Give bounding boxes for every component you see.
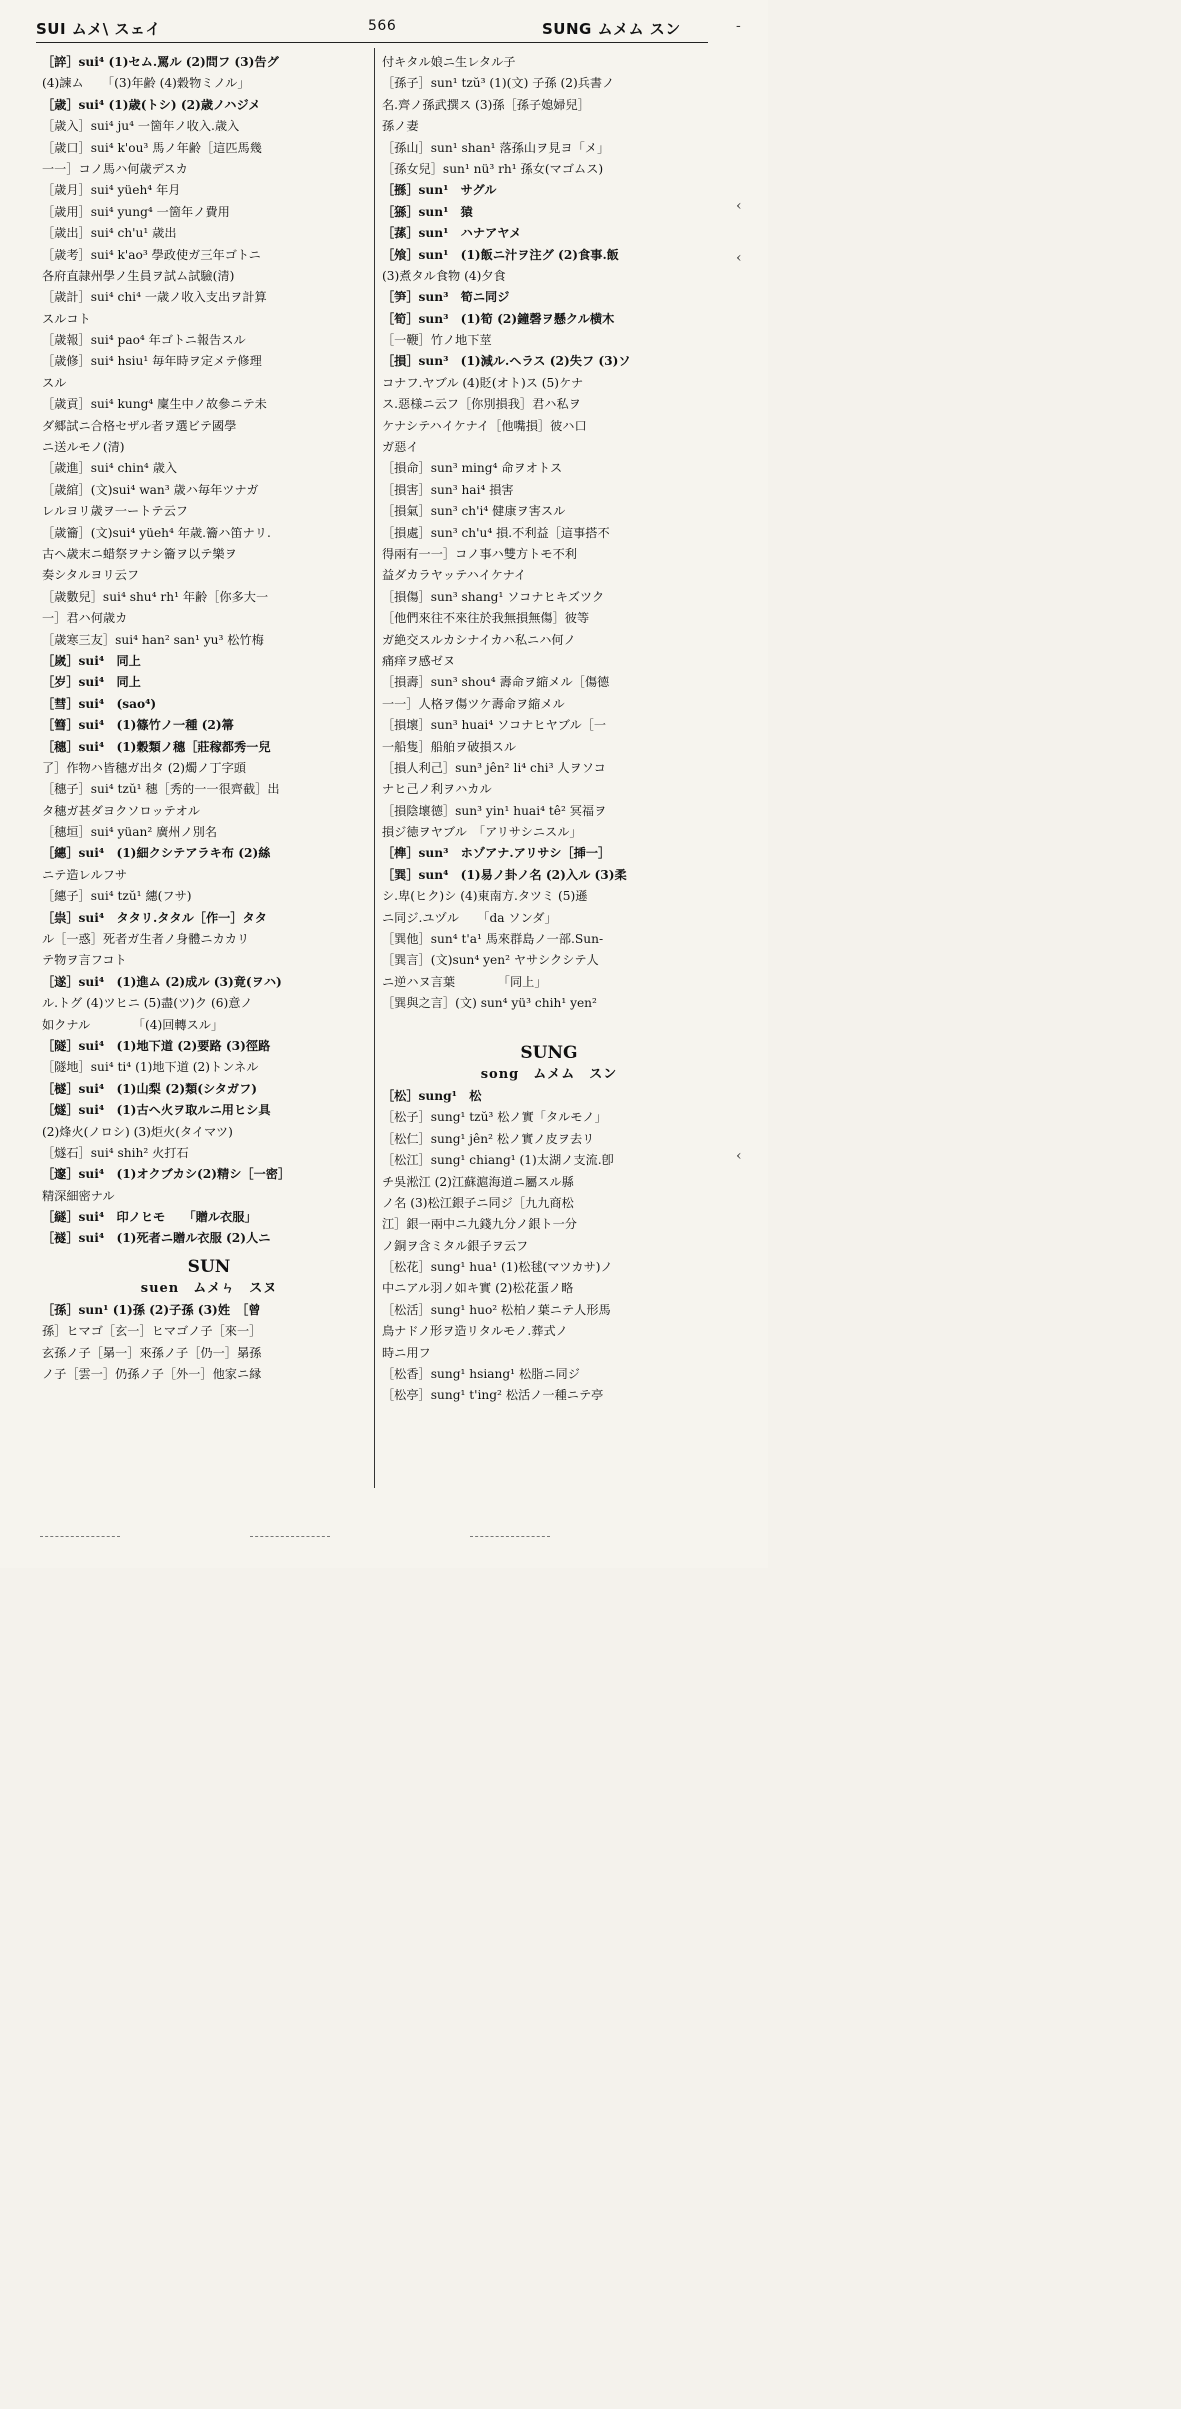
headword-entry-line: ［蓀］sun¹ ハナアヤメ <box>382 226 522 241</box>
headword-entry-line: ［檖］sui⁴ (1)山梨 (2)類(シタガフ) <box>42 1081 258 1096</box>
entry-line: ノ子［雲一］仍孫ノ子［外一］他家ニ縁 <box>42 1367 262 1382</box>
entry-line: ［松江］sung¹ chiang¹ (1)太湖ノ支流.卽 <box>382 1153 614 1168</box>
header-rule <box>36 42 708 43</box>
footer-rule <box>470 1536 550 1537</box>
entry-line: ［巽與之言］(文) sun⁴ yü³ chih¹ yen² <box>382 996 597 1011</box>
entry-line: ノ名 (3)松江銀子ニ同ジ［九九商松 <box>382 1195 574 1210</box>
entry-line: 鳥ナドノ形ヲ造リタルモノ.葬式ノ <box>382 1324 568 1339</box>
headword-entry-line: ［祟］sui⁴ タタリ.タタル［作一］タタ <box>42 910 267 925</box>
headword-entry-line: ［損］sun³ (1)減ル.ヘラス (2)失フ (3)ソ <box>382 354 631 369</box>
entry-line: ［松香］sung¹ hsiang¹ 松脂ニ同ジ <box>382 1367 580 1382</box>
entry-line: ［穗垣］sui⁴ yüan² 廣州ノ別名 <box>42 825 218 840</box>
entry-line: 時ニ用フ <box>382 1345 431 1360</box>
headword-entry-line: ［嵗］sui⁴ 同上 <box>42 653 141 668</box>
entry-line: ［歳口］sui⁴ k'ou³ 馬ノ年齢［這匹馬幾 <box>42 140 262 155</box>
headword-entry-line: ［飧］sun¹ (1)飯ニ汁ヲ注グ (2)食事.飯 <box>382 247 619 262</box>
headword-entry-line: ［松］sung¹ 松 <box>382 1088 482 1103</box>
entry-line: ス.惡様ニ云フ［你別損我］君ハ私ヲ <box>382 397 581 412</box>
entry-line: 玄孫ノ子［晜一］來孫ノ子［仍一］晜孫 <box>42 1345 262 1360</box>
entry-line: 孫］ヒマゴ［玄一］ヒマゴノ子［來一］ <box>42 1324 262 1339</box>
entry-line: 痛痒ヲ感ゼヌ <box>382 653 456 668</box>
entry-line: ［歳計］sui⁴ chi⁴ 一歳ノ收入支出ヲ計算 <box>42 290 267 305</box>
entry-line: ニ送ルモノ(清) <box>42 440 125 455</box>
entry-line: レルヨリ歳ヲ一ートテ云フ <box>42 504 188 519</box>
entry-line: ノ銅ヲ含ミタル銀子ヲ云フ <box>382 1238 529 1253</box>
entry-line: ［歳用］sui⁴ yung⁴ 一箇年ノ費用 <box>42 204 230 219</box>
headword-entry-line: ［穗］sui⁴ (1)穀類ノ穗［莊稼都秀一兒 <box>42 739 271 754</box>
entry-line: 古ヘ歳末ニ蜡祭ヲナシ籥ヲ以テ樂ヲ <box>42 546 237 561</box>
section-subtitle: suen ムメㄣ スヌ <box>140 1280 278 1296</box>
edge-mark: ‹ <box>736 1148 742 1164</box>
entry-line: ［一鞭］竹ノ地下莖 <box>382 333 492 348</box>
entry-line: ケナシテハイケナイ［他嘴損］彼ハ口 <box>382 418 587 433</box>
entry-line: ［巽他］sun⁴ t'a¹ 馬來群島ノ一部.Sun- <box>382 932 604 947</box>
edge-mark: ‹ <box>736 250 742 266</box>
entry-line: 一船隻］船舶ヲ破損スル <box>382 739 517 754</box>
dictionary-page <box>0 0 768 1568</box>
entry-line: スルコト <box>42 311 91 326</box>
entry-line: ［損壽］sun³ shou⁴ 壽命ヲ縮メル［傷德 <box>382 675 610 690</box>
entry-line: ［隧地］sui⁴ ti⁴ (1)地下道 (2)トンネル <box>42 1060 259 1075</box>
entry-line: ［損處］sun³ ch'u⁴ 損.不利益［這事搭不 <box>382 525 610 540</box>
entry-line: ［歳籥］(文)sui⁴ yüeh⁴ 年歳.籥ハ笛ナリ. <box>42 525 271 540</box>
entry-line: ［歳修］sui⁴ hsiu¹ 毎年時ヲ定メテ修理 <box>42 354 262 369</box>
entry-line: ［歳貢］sui⁴ kung⁴ 廩生中ノ故參ニテ未 <box>42 397 267 412</box>
entry-line: ガ絶交スルカシナイカハ私ニハ何ノ <box>382 632 576 647</box>
entry-line: ［歳月］sui⁴ yüeh⁴ 年月 <box>42 183 181 198</box>
entry-line: ル.トグ (4)ツヒニ (5)盡(ツ)ク (6)意ノ <box>42 996 253 1011</box>
entry-line: ［松仁］sung¹ jên² 松ノ實ノ皮ヲ去リ <box>382 1131 595 1146</box>
entry-line: ［歳考］sui⁴ k'ao³ 學政使ガ三年ゴトニ <box>42 247 261 262</box>
entry-line: 了］作物ハ皆穗ガ出タ (2)燭ノ丁字頭 <box>42 760 246 775</box>
footer-rule <box>250 1536 330 1537</box>
entry-line: ［損害］sun³ hai⁴ 損害 <box>382 482 514 497</box>
headword-entry-line: ［筍］sun³ (1)筍 (2)鐘磬ヲ懸クル横木 <box>382 311 615 326</box>
edge-mark: - <box>736 18 741 34</box>
headword-entry-line: ［孫］sun¹ (1)孫 (2)子孫 (3)姓 ［曾 <box>42 1302 261 1317</box>
entry-line: シ.卑(ヒク)シ (4)東南方.タツミ (5)遜 <box>382 889 588 904</box>
entry-line: 精深細密ナル <box>42 1188 115 1203</box>
entry-line: ［損人利己］sun³ jên² li⁴ chi³ 人ヲソコ <box>382 760 606 775</box>
entry-line: ［歳寒三友］sui⁴ han² san¹ yu³ 松竹梅 <box>42 632 264 647</box>
running-head-left: SUI ムメ\ スェイ <box>36 20 161 38</box>
entry-line: スル <box>42 375 67 390</box>
entry-line: 付キタル娘ニ生レタル子 <box>382 55 516 69</box>
entry-line: チ吳淞江 (2)江蘇滬海道ニ屬スル縣 <box>382 1174 574 1189</box>
entry-line: ［巽言］(文)sun⁴ yen² ヤサシクシテ人 <box>382 953 599 968</box>
headword-entry-line: ［搎］sun¹ サグル <box>382 183 497 198</box>
entry-line: 名.齊ノ孫武撰ス (3)孫［孫子媳婦兒］ <box>382 97 590 112</box>
entry-line: コナフ.ヤブル (4)貶(オト)ス (5)ケナ <box>382 375 584 390</box>
entry-line: ［損壞］sun³ huai⁴ ソコナヒヤブル［一 <box>382 718 607 733</box>
page-number: 566 <box>368 18 397 34</box>
entry-line: ［歳綰］(文)sui⁴ wan³ 歳ハ毎年ツナガ <box>42 482 259 497</box>
entry-line: (2)烽火(ノロシ) (3)炬火(タイマツ) <box>42 1124 233 1139</box>
entry-line: ニ同ジ.ユヅル 「da ソンダ」 <box>382 910 557 925</box>
entry-line: ［損命］sun³ ming⁴ 命ヲオトス <box>382 461 563 476</box>
entry-line: ［松活］sung¹ huo² 松柏ノ葉ニテ人形馬 <box>382 1302 611 1317</box>
headword-entry-line: ［誶］sui⁴ (1)セム.罵ル (2)問フ (3)告グ <box>42 55 279 69</box>
entry-line: 一一］人格ヲ傷ツケ壽命ヲ縮メル <box>382 696 565 711</box>
entry-line: ［損傷］sun³ shang¹ ソコナヒキズツク <box>382 589 605 604</box>
headword-entry-line: ［遂］sui⁴ (1)進ム (2)成ル (3)竟(ヲハ) <box>42 974 282 989</box>
entry-line: ［歳數兒］sui⁴ shu⁴ rh¹ 年齢［你多大一 <box>42 589 269 604</box>
entry-line: ［燧石］sui⁴ shih² 火打石 <box>42 1145 189 1160</box>
headword-entry-line: ［歳］sui⁴ (1)歳(トシ) (2)歳ノハジメ <box>42 97 261 112</box>
headword-entry-line: ［岁］sui⁴ 同上 <box>42 675 141 690</box>
headword-entry-line: ［彗］sui⁴ (sao⁴) <box>42 696 157 711</box>
entry-line: ［歳報］sui⁴ pao⁴ 年ゴトニ報告スル <box>42 333 246 348</box>
edge-mark: ‹ <box>736 198 742 214</box>
entry-line: 如クナル 「(4)回轉スル」 <box>42 1017 224 1032</box>
headword-entry-line: ［笋］sun³ 筍ニ同ジ <box>382 290 510 305</box>
entry-line: ［損陰壞德］sun³ yin¹ huai⁴ tê² 冥福ヲ <box>382 803 607 818</box>
footer-rule <box>40 1536 120 1537</box>
entry-line: ル［一惑］死者ガ生者ノ身體ニカカリ <box>42 932 250 947</box>
entry-line: ニ逆ハヌ言葉 「同上」 <box>382 974 547 989</box>
running-head-right: SUNG ムメム スン <box>542 20 681 38</box>
entry-line: 得兩有一一］コノ事ハ雙方トモ不利 <box>382 546 577 561</box>
entry-line: 一］君ハ何歳カ <box>42 611 128 626</box>
entry-line: 一一］コノ馬ハ何歳デスカ <box>42 161 188 176</box>
entry-line: 中ニアル羽ノ如キ實 (2)松花蛋ノ略 <box>382 1281 574 1296</box>
entry-line: 益ダカラヤッテハイケナイ <box>382 568 527 583</box>
headword-entry-line: ［襚］sui⁴ (1)死者ニ贈ル衣服 (2)人ニ <box>42 1231 271 1246</box>
entry-line: ［他們來往不來往於我無損無傷］彼等 <box>382 611 590 626</box>
headword-entry-line: ［榫］sun³ ホゾアナ.アリサシ［揷一］ <box>382 846 611 861</box>
entry-line: ［歳出］sui⁴ ch'u¹ 歳出 <box>42 226 177 241</box>
entry-line: テ物ヲ言フコト <box>42 953 127 968</box>
headword-entry-line: ［燧］sui⁴ (1)古ヘ火ヲ取ルニ用ヒシ具 <box>42 1103 271 1118</box>
section-subtitle: song ムメム スン <box>480 1066 618 1082</box>
entry-line: 江］銀一兩中ニ九錢九分ノ銀ト一分 <box>382 1217 577 1232</box>
right-column <box>382 52 716 1407</box>
entry-line: 損ジ徳ヲヤブル 「アリサシニスル」 <box>382 825 582 840</box>
entry-line: ［松子］sung¹ tzŭ³ 松ノ實「タルモノ」 <box>382 1110 607 1125</box>
entry-line: ［孫子］sun¹ tzŭ³ (1)(文) 子孫 (2)兵書ノ <box>382 76 615 91</box>
entry-line: 奏シタルヨリ云フ <box>42 568 140 583</box>
headword-entry-line: ［繸］sui⁴ 印ノヒモ 「贈ル衣服」 <box>42 1210 257 1225</box>
entry-line: ニテ造レルフサ <box>42 867 128 882</box>
entry-line: ［歳進］sui⁴ chin⁴ 歳入 <box>42 461 178 476</box>
entry-line: (3)煮タル食物 (4)夕食 <box>382 268 506 283</box>
entry-line: ダ郷試ニ合格セザル者ヲ選ビテ國學 <box>42 418 237 433</box>
left-column <box>42 52 376 1385</box>
entry-line: 各府直隷州學ノ生員ヲ試ム試驗(清) <box>42 268 235 283</box>
section-title: SUNG <box>520 1042 578 1063</box>
headword-entry-line: ［猻］sun¹ 猿 <box>382 204 473 219</box>
entry-line: 孫ノ妻 <box>382 119 419 134</box>
blank-line <box>382 1015 716 1036</box>
entry-line: ナヒ己ノ利ヲハカル <box>382 782 492 797</box>
entry-line: ［歳入］sui⁴ ju⁴ 一箇年ノ收入.歳入 <box>42 119 240 134</box>
entry-line: タ穗ガ甚ダヨクソロッテオル <box>42 803 200 818</box>
entry-line: (4)諫ム 「(3)年齢 (4)穀物ミノル」 <box>42 76 250 91</box>
headword-entry-line: ［繐］sui⁴ (1)細クシテアラキ布 (2)絲 <box>42 846 271 861</box>
headword-entry-line: ［邃］sui⁴ (1)オクブカシ(2)精シ［一密］ <box>42 1167 291 1182</box>
entry-line: ［穗子］sui⁴ tzŭ¹ 穗［秀的一一很齊截］出 <box>42 782 280 797</box>
entry-line: ［繐子］sui⁴ tzŭ¹ 繐(フサ) <box>42 889 192 904</box>
entry-line: ［孫山］sun¹ shan¹ 落孫山ヲ見ヨ「メ」 <box>382 140 610 155</box>
entry-line: ガ惡イ <box>382 440 419 455</box>
entry-line: ［孫女兒］sun¹ nü³ rh¹ 孫女(マゴムス) <box>382 161 604 176</box>
entry-line: ［松花］sung¹ hua¹ (1)松毬(マツカサ)ノ <box>382 1260 613 1275</box>
headword-entry-line: ［隧］sui⁴ (1)地下道 (2)要路 (3)徑路 <box>42 1038 271 1053</box>
headword-entry-line: ［篲］sui⁴ (1)篠竹ノ一種 (2)箒 <box>42 718 234 733</box>
section-title: SUN <box>187 1256 231 1277</box>
entry-line: ［損氣］sun³ ch'i⁴ 健康ヲ害スル <box>382 504 566 519</box>
headword-entry-line: ［巽］sun⁴ (1)易ノ卦ノ名 (2)入ル (3)柔 <box>382 867 627 882</box>
entry-line: ［松亭］sung¹ t'ing² 松活ノ一種ニテ亭 <box>382 1388 604 1403</box>
